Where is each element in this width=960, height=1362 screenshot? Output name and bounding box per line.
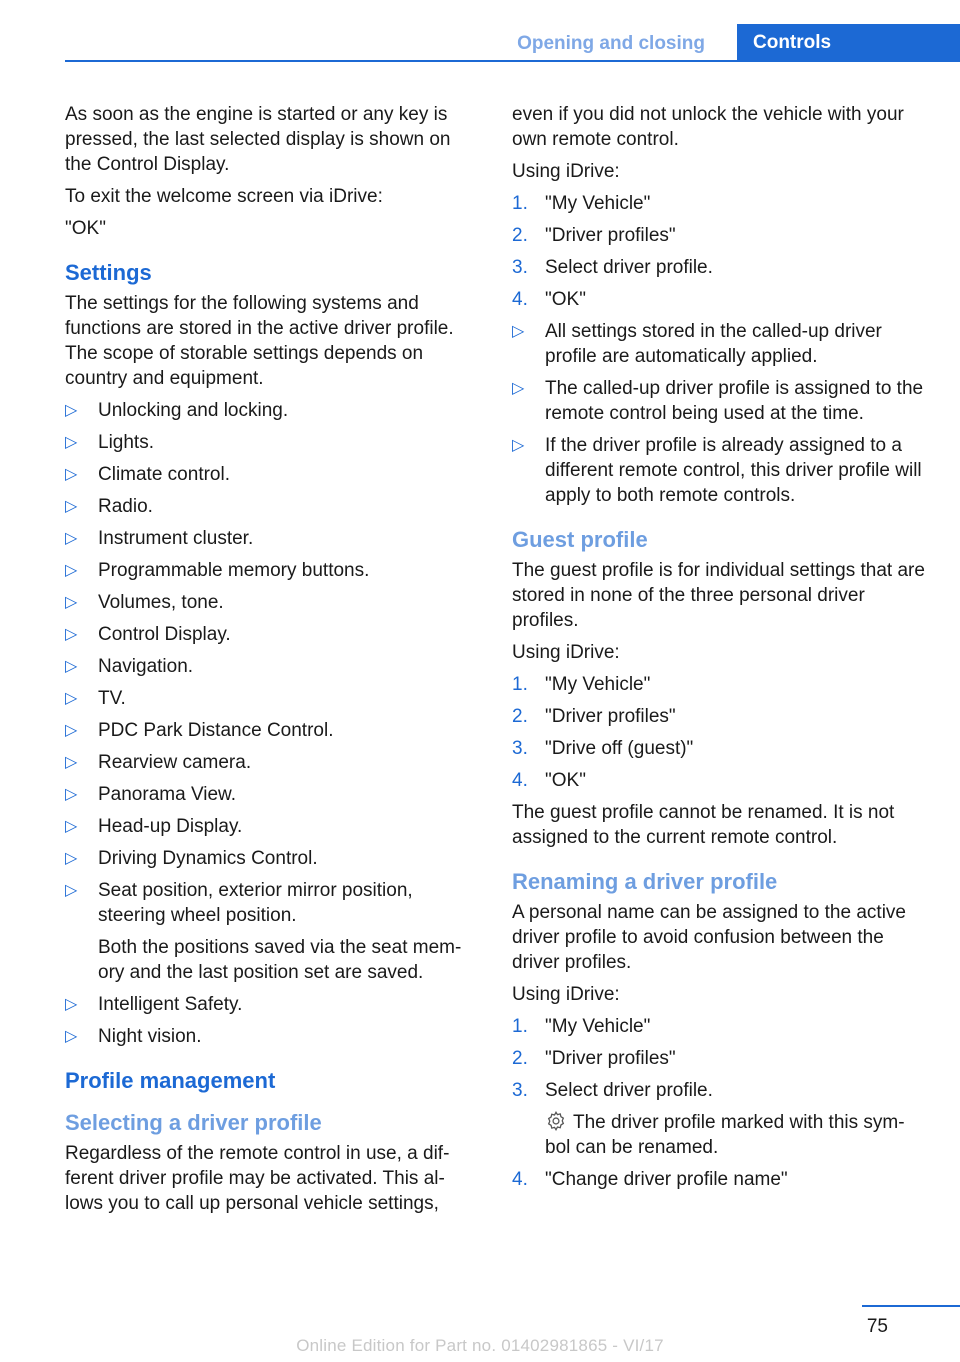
list-item (65, 494, 481, 519)
step-number: 3. (512, 1080, 528, 1101)
step-text: "Driver profiles" (545, 706, 676, 727)
step-item (512, 1014, 928, 1039)
page-header (0, 0, 960, 62)
list-item-text: Rearview camera. (98, 752, 252, 773)
list-item (65, 526, 481, 551)
intro-paragraph: As soon as the engine is started or any key is pressed, the last selected display is shown on the Control Display. (65, 104, 451, 175)
triangle-right-icon: ▷ (65, 434, 78, 451)
triangle-right-icon: ▷ (65, 658, 78, 675)
step-item (512, 191, 928, 216)
step-number: 2. (512, 706, 528, 727)
triangle-right-icon: ▷ (65, 850, 78, 867)
step-text: "My Vehicle" (545, 193, 651, 214)
step-item (512, 1167, 928, 1192)
step-number: 3. (512, 257, 528, 278)
list-item (65, 654, 481, 679)
step-number: 1. (512, 674, 528, 695)
list-item (65, 750, 481, 775)
guest-profile-paragraph: The guest profile is for individual settings that are stored in none of the three personal driver profiles. (512, 560, 925, 631)
list-item-text: PDC Park Distance Control. (98, 720, 334, 741)
triangle-right-icon: ▷ (65, 754, 78, 771)
exit-instruction: To exit the welcome screen via iDrive: (65, 186, 383, 207)
rename-symbol-note-text: The driver profile marked with this sym-bol can be renamed. (545, 1112, 905, 1158)
triangle-right-icon: ▷ (65, 594, 78, 611)
header-rule (65, 60, 960, 62)
list-item-text: Navigation. (98, 656, 194, 677)
list-item (65, 590, 481, 615)
footer-edition: Online Edition for Part no. 01402981865 - VI/17 (296, 1336, 664, 1355)
gear-icon (545, 1110, 567, 1132)
selecting-profile-heading: Selecting a driver profile (65, 1110, 322, 1135)
list-item-text: TV. (98, 688, 126, 709)
triangle-right-icon: ▷ (65, 1028, 78, 1045)
step-item (512, 768, 928, 793)
triangle-right-icon: ▷ (65, 996, 78, 1013)
continued-paragraph: even if you did not unlock the vehicle with your own remote control. (512, 104, 904, 150)
rename-profile-heading: Renaming a driver profile (512, 869, 778, 894)
triangle-right-icon: ▷ (65, 722, 78, 739)
right-column (512, 102, 928, 1199)
step-text: "Change driver profile name" (545, 1169, 788, 1190)
list-item-text: Driving Dynamics Control. (98, 848, 318, 869)
step-number: 1. (512, 193, 528, 214)
header-section-tab: Opening and closing (517, 33, 705, 54)
step-item (512, 1078, 928, 1160)
list-item (65, 686, 481, 711)
step-number: 1. (512, 1016, 528, 1037)
list-item (65, 398, 481, 423)
guest-note-paragraph: The guest profile cannot be renamed. It is not assigned to the current remote control. (512, 802, 895, 848)
triangle-right-icon: ▷ (65, 562, 78, 579)
using-idrive-label: Using iDrive: (512, 161, 620, 182)
settings-paragraph: The settings for the following systems and functions are stored in the active driver profile. The scope of storable settings depends on country and equipment. (65, 293, 454, 389)
list-item (65, 878, 481, 985)
step-text: "OK" (545, 289, 586, 310)
list-item-text: Radio. (98, 496, 153, 517)
step-number: 4. (512, 1169, 528, 1190)
selecting-profile-paragraph: Regardless of the remote control in use, a dif-ferent driver profile may be activated. This al-lows you to call up personal vehicle settings, (65, 1143, 450, 1214)
list-item-text: Climate control. (98, 464, 230, 485)
list-item-text: Panorama View. (98, 784, 237, 805)
list-item (65, 846, 481, 871)
triangle-right-icon: ▷ (512, 437, 525, 454)
list-item (65, 462, 481, 487)
step-text: "Drive off (guest)" (545, 738, 694, 759)
step-text: "Driver profiles" (545, 225, 676, 246)
triangle-right-icon: ▷ (65, 466, 78, 483)
step-item (512, 736, 928, 761)
list-item (65, 992, 481, 1017)
page-number: 75 (866, 1316, 888, 1337)
step-text: "My Vehicle" (545, 674, 651, 695)
header-chapter-tab: Controls (737, 24, 960, 62)
ok-instruction: "OK" (65, 218, 106, 239)
list-item-text: Lights. (98, 432, 154, 453)
step-text: Select driver profile. (545, 257, 713, 278)
step-text: "OK" (545, 770, 586, 791)
triangle-right-icon: ▷ (65, 498, 78, 515)
selection-notes-list (512, 319, 928, 508)
using-idrive-label: Using iDrive: (512, 642, 620, 663)
step-number: 2. (512, 1048, 528, 1069)
left-column (65, 102, 481, 1223)
list-item (65, 814, 481, 839)
list-item (65, 718, 481, 743)
guest-steps-list (512, 672, 928, 793)
step-item (512, 1046, 928, 1071)
list-item (512, 319, 928, 369)
list-item-text: All settings stored in the called-up driver profile are automatically applied. (545, 321, 882, 367)
list-item-text: Intelligent Safety. (98, 994, 243, 1015)
settings-list (65, 398, 481, 1049)
step-number: 4. (512, 770, 528, 791)
list-item (65, 782, 481, 807)
list-item-text: Seat position, exterior mirror position, steering wheel position. (98, 880, 413, 926)
triangle-right-icon: ▷ (512, 380, 525, 397)
list-item-text: The called-up driver profile is assigned to the remote control being used at the time. (545, 378, 924, 424)
step-text: "Driver profiles" (545, 1048, 676, 1069)
triangle-right-icon: ▷ (65, 818, 78, 835)
list-item-text: Unlocking and locking. (98, 400, 289, 421)
rename-profile-paragraph: A personal name can be assigned to the active driver profile to avoid confusion between the driver profiles. (512, 902, 906, 973)
list-item (65, 558, 481, 583)
step-text: Select driver profile. (545, 1080, 713, 1101)
step-item (512, 704, 928, 729)
list-item-text: If the driver profile is already assigned to a different remote control, this driver profile will apply to both remote controls. (545, 435, 922, 506)
step-item (512, 223, 928, 248)
list-item-text: Head-up Display. (98, 816, 243, 837)
profile-management-heading: Profile management (65, 1068, 276, 1093)
triangle-right-icon: ▷ (65, 690, 78, 707)
footer-rule (862, 1305, 960, 1307)
step-item (512, 287, 928, 312)
triangle-right-icon: ▷ (512, 323, 525, 340)
step-item (512, 672, 928, 697)
step-number: 4. (512, 289, 528, 310)
triangle-right-icon: ▷ (65, 786, 78, 803)
list-item-text: Night vision. (98, 1026, 202, 1047)
guest-profile-heading: Guest profile (512, 527, 648, 552)
list-item (65, 430, 481, 455)
step-text: "My Vehicle" (545, 1016, 651, 1037)
triangle-right-icon: ▷ (65, 882, 78, 899)
triangle-right-icon: ▷ (65, 626, 78, 643)
triangle-right-icon: ▷ (65, 530, 78, 547)
using-idrive-label: Using iDrive: (512, 984, 620, 1005)
step-number: 3. (512, 738, 528, 759)
select-steps-list (512, 191, 928, 312)
list-item (512, 433, 928, 508)
step-item (512, 255, 928, 280)
step-number: 2. (512, 225, 528, 246)
rename-symbol-note (545, 1110, 928, 1160)
list-item (65, 622, 481, 647)
seat-memory-note: Both the positions saved via the seat mem-ory and the last position set are saved. (98, 937, 462, 983)
triangle-right-icon: ▷ (65, 402, 78, 419)
list-item-text: Instrument cluster. (98, 528, 254, 549)
list-item-text: Control Display. (98, 624, 231, 645)
list-item-text: Volumes, tone. (98, 592, 224, 613)
settings-heading: Settings (65, 260, 152, 285)
rename-steps-list (512, 1014, 928, 1192)
list-item (512, 376, 928, 426)
list-item (65, 1024, 481, 1049)
list-item-text: Programmable memory buttons. (98, 560, 370, 581)
